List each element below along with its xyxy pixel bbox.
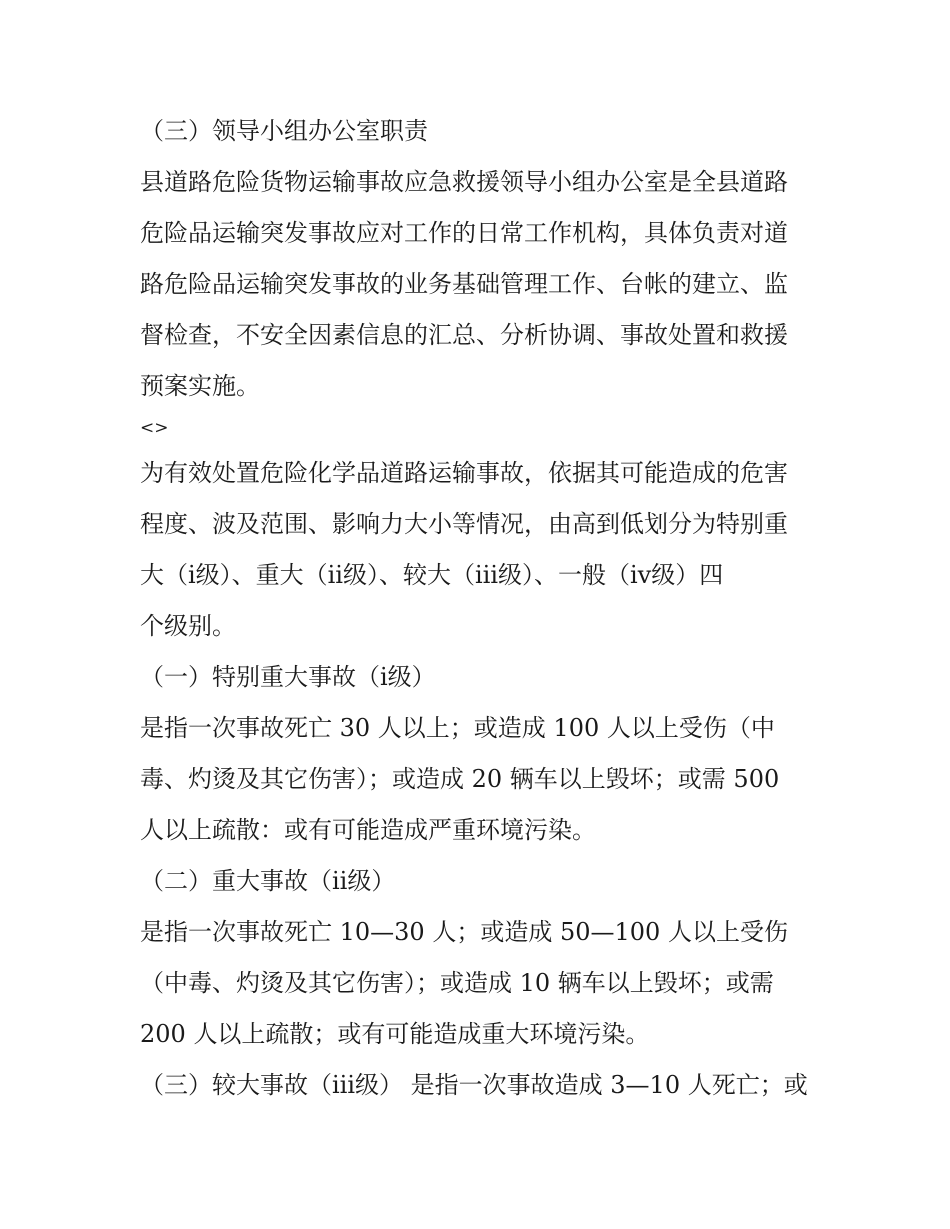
- paragraph-line: 人以上疏散：或有可能造成严重环境污染。: [140, 816, 596, 844]
- paragraph-line: 程度、波及范围、影响力大小等情况，由高到低划分为特别重: [140, 510, 788, 538]
- paragraph-line: 个级别。: [140, 612, 236, 640]
- document-body: [140, 108, 816, 1113]
- paragraph-line: 是指一次事故死亡 30 人以上；或造成 100 人以上受伤（中: [140, 714, 775, 742]
- placeholder-marker: <>: [140, 418, 169, 438]
- paragraph-line: 200 人以上疏散；或有可能造成重大环境污染。: [140, 1020, 650, 1048]
- paragraph-line: （中毒、灼烫及其它伤害）；或造成 10 辆车以上毁坏；或需: [140, 969, 774, 997]
- section-heading: （三）领导小组办公室职责: [140, 117, 428, 145]
- paragraph-line: 大（ⅰ级）、重大（ⅱ级）、较大（ⅲ级）、一般（ⅳ级）四: [140, 561, 724, 589]
- paragraph-line: 路危险品运输突发事故的业务基础管理工作、台帐的建立、监: [140, 270, 788, 298]
- paragraph-line: 为有效处置危险化学品道路运输事故，依据其可能造成的危害: [140, 459, 788, 487]
- paragraph-line: 县道路危险货物运输事故应急救援领导小组办公室是全县道路: [140, 168, 788, 196]
- section-heading: （三）较大事故（ⅲ级） 是指一次事故造成 3—10 人死亡；或: [140, 1071, 808, 1099]
- section-heading: （一）特别重大事故（ⅰ级）: [140, 663, 436, 691]
- section-heading: （二）重大事故（ⅱ级）: [140, 867, 396, 895]
- paragraph-line: 预案实施。: [140, 372, 260, 400]
- paragraph-line: 督检查，不安全因素信息的汇总、分析协调、事故处置和救援: [140, 321, 788, 349]
- paragraph-line: 是指一次事故死亡 10—30 人；或造成 50—100 人以上受伤: [140, 918, 788, 946]
- paragraph-line: 危险品运输突发事故应对工作的日常工作机构，具体负责对道: [140, 219, 788, 247]
- paragraph-line: 毒、灼烫及其它伤害）；或造成 20 辆车以上毁坏；或需 500: [140, 765, 780, 793]
